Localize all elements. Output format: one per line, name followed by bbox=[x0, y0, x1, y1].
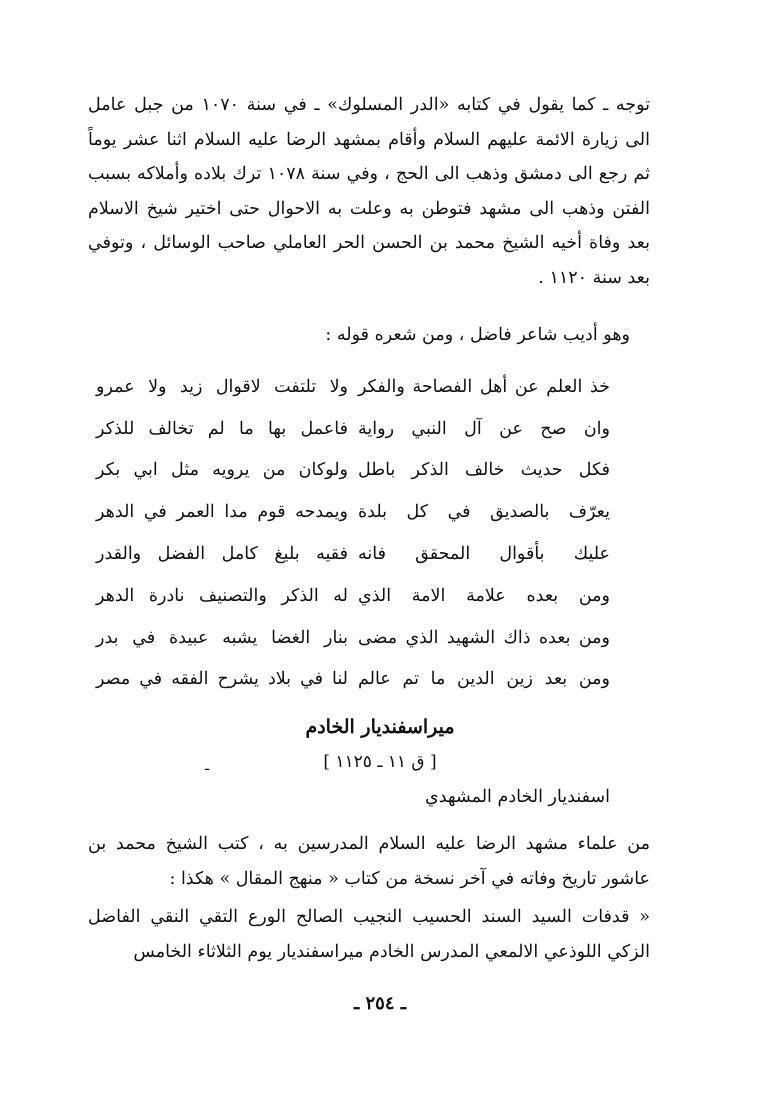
verse-first-hemistich: يعرّف بالصديق في كل بلدة bbox=[358, 502, 610, 523]
verse-second-hemistich: فاعمل بها ما لم تخالف للذكر bbox=[96, 418, 348, 439]
paragraph-quote: « قدفات السيد السند الحسيب النجيب الصالح الورع التقي النقي الفاضل الزكي اللوذعي الالمعي المدرس الخادم ميراسفنديار يوم الثلاثاء الخامس bbox=[88, 907, 650, 962]
verse-first-hemistich: ومن بعده علامة الامة الذي bbox=[358, 585, 610, 606]
verse-second-hemistich: ولا تلتفت لاقوال زيد ولا عمرو bbox=[96, 376, 348, 397]
verse-second-hemistich: فقيه بليغ كامل الفضل والقدر bbox=[96, 544, 348, 565]
verse-second-hemistich: ولوكان من يرويه مثل ابي بكر bbox=[96, 460, 348, 481]
entry-dates: [ ق ١١ ـ ١١٢٥ ] bbox=[323, 752, 437, 772]
paragraph-entry: من علماء مشهد الرضا عليه السلام المدرسين به ، كتب الشيخ محمد بن عاشور تاريخ وفاته في آخر نسخة من كتاب « منهج المقال » هكذا : bbox=[88, 834, 650, 889]
entry-title: ميراسفنديار الخادم bbox=[305, 716, 455, 738]
poem-verse bbox=[96, 491, 610, 533]
poem-verse bbox=[96, 450, 610, 492]
verse-first-hemistich: ومن بعده ذاك الشهيد الذي مضى bbox=[358, 627, 610, 648]
poem-verse bbox=[96, 617, 610, 659]
poem-verse bbox=[96, 366, 610, 408]
ink-mark: ـ bbox=[205, 758, 210, 774]
poem-verse bbox=[96, 408, 610, 450]
verse-second-hemistich: له الذكر والتصنيف نادرة الدهر bbox=[96, 585, 348, 606]
poem-verse bbox=[96, 659, 610, 701]
page-number: ـ ٢٥٤ ـ bbox=[353, 993, 407, 1014]
verse-first-hemistich: فكل حديث خالف الذكر باطل bbox=[358, 460, 610, 481]
verse-first-hemistich: وان صح عن آل النبي رواية bbox=[358, 418, 610, 439]
poem-intro: وهو أديب شاعر فاضل ، ومن شعره قوله : bbox=[325, 325, 630, 345]
verse-second-hemistich: بنار الغضا يشبه عبيدة في بدر bbox=[96, 627, 348, 648]
verse-second-hemistich: ويمدحه قوم مدا العمر في الدهر bbox=[96, 502, 348, 523]
verse-second-hemistich: لنا في بلاد يشرح الفقه في مصر bbox=[96, 669, 348, 690]
verse-first-hemistich: خذ العلم عن أهل الفصاحة والفكر bbox=[358, 376, 610, 397]
poem-verse bbox=[96, 533, 610, 575]
poem-verse bbox=[96, 575, 610, 617]
poem bbox=[96, 366, 610, 700]
paragraph-biography: توجه ـ كما يقول في كتابه «الدر المسلوك» ـ في سنة ١٠٧٠ من جبل عامل الى زيارة الائمة عليهم السلام وأقام بمشهد الرضا عليه السلام اثنا عشر يوماً ثم رجع الى دمشق وذهب الى الحج ، وفي سنة ١٠٧٨ ترك بلاده وأملاكه بسبب الفتن وذهب الى مشهد فتوطن به وعلت به الاحوال حتى اختير شيخ الاسلام بعد وفاة أخيه الشيخ محمد بن الحسن الحر العاملي صاحب الوسائل ، وتوفي بعد سنة ١١٢٠ . bbox=[88, 95, 651, 288]
verse-first-hemistich: عليك بأقوال المحقق فانه bbox=[358, 544, 610, 565]
verse-first-hemistich: ومن بعد زين الدين ما تم عالم bbox=[358, 669, 610, 690]
entry-name: اسفنديار الخادم المشهدي bbox=[425, 787, 610, 807]
